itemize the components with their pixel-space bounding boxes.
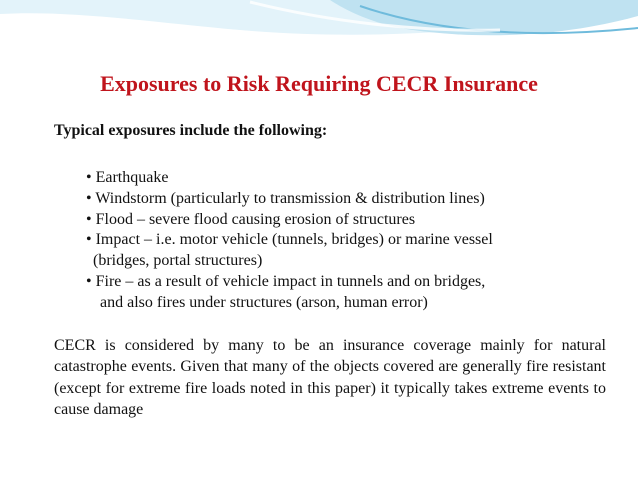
slide-title: Exposures to Risk Requiring CECR Insurance: [100, 71, 538, 96]
intro-text: Typical exposures include the following:: [54, 122, 328, 139]
list-item-text: • Flood – severe flood causing erosion of structures: [86, 210, 416, 228]
list-item: [86, 210, 493, 231]
exposure-list: [86, 168, 493, 314]
list-item: [86, 272, 493, 314]
list-item-text: • Earthquake: [86, 169, 169, 186]
list-item: [86, 230, 493, 272]
header-swoosh-decoration: [0, 0, 638, 60]
list-item-continuation: and also fires under structures (arson, human error): [100, 293, 428, 311]
list-item-text: • Fire – as a result of vehicle impact in tunnels and on bridges,: [86, 272, 486, 290]
list-item-text: • Impact – i.e. motor vehicle (tunnels, bridges) or marine vessel: [86, 231, 493, 249]
list-item: [86, 189, 493, 210]
list-item-text: • Windstorm (particularly to transmission & distribution lines): [86, 189, 485, 207]
body-paragraph: CECR is considered by many to be an insurance coverage mainly for natural catastrophe events. Given that many of the objects covered are generally fire resistant (except for extreme fire loads noted in this paper) it typically takes extreme events to cause damage: [54, 337, 606, 418]
list-item: [86, 168, 493, 189]
list-item-continuation: (bridges, portal structures): [93, 252, 263, 270]
